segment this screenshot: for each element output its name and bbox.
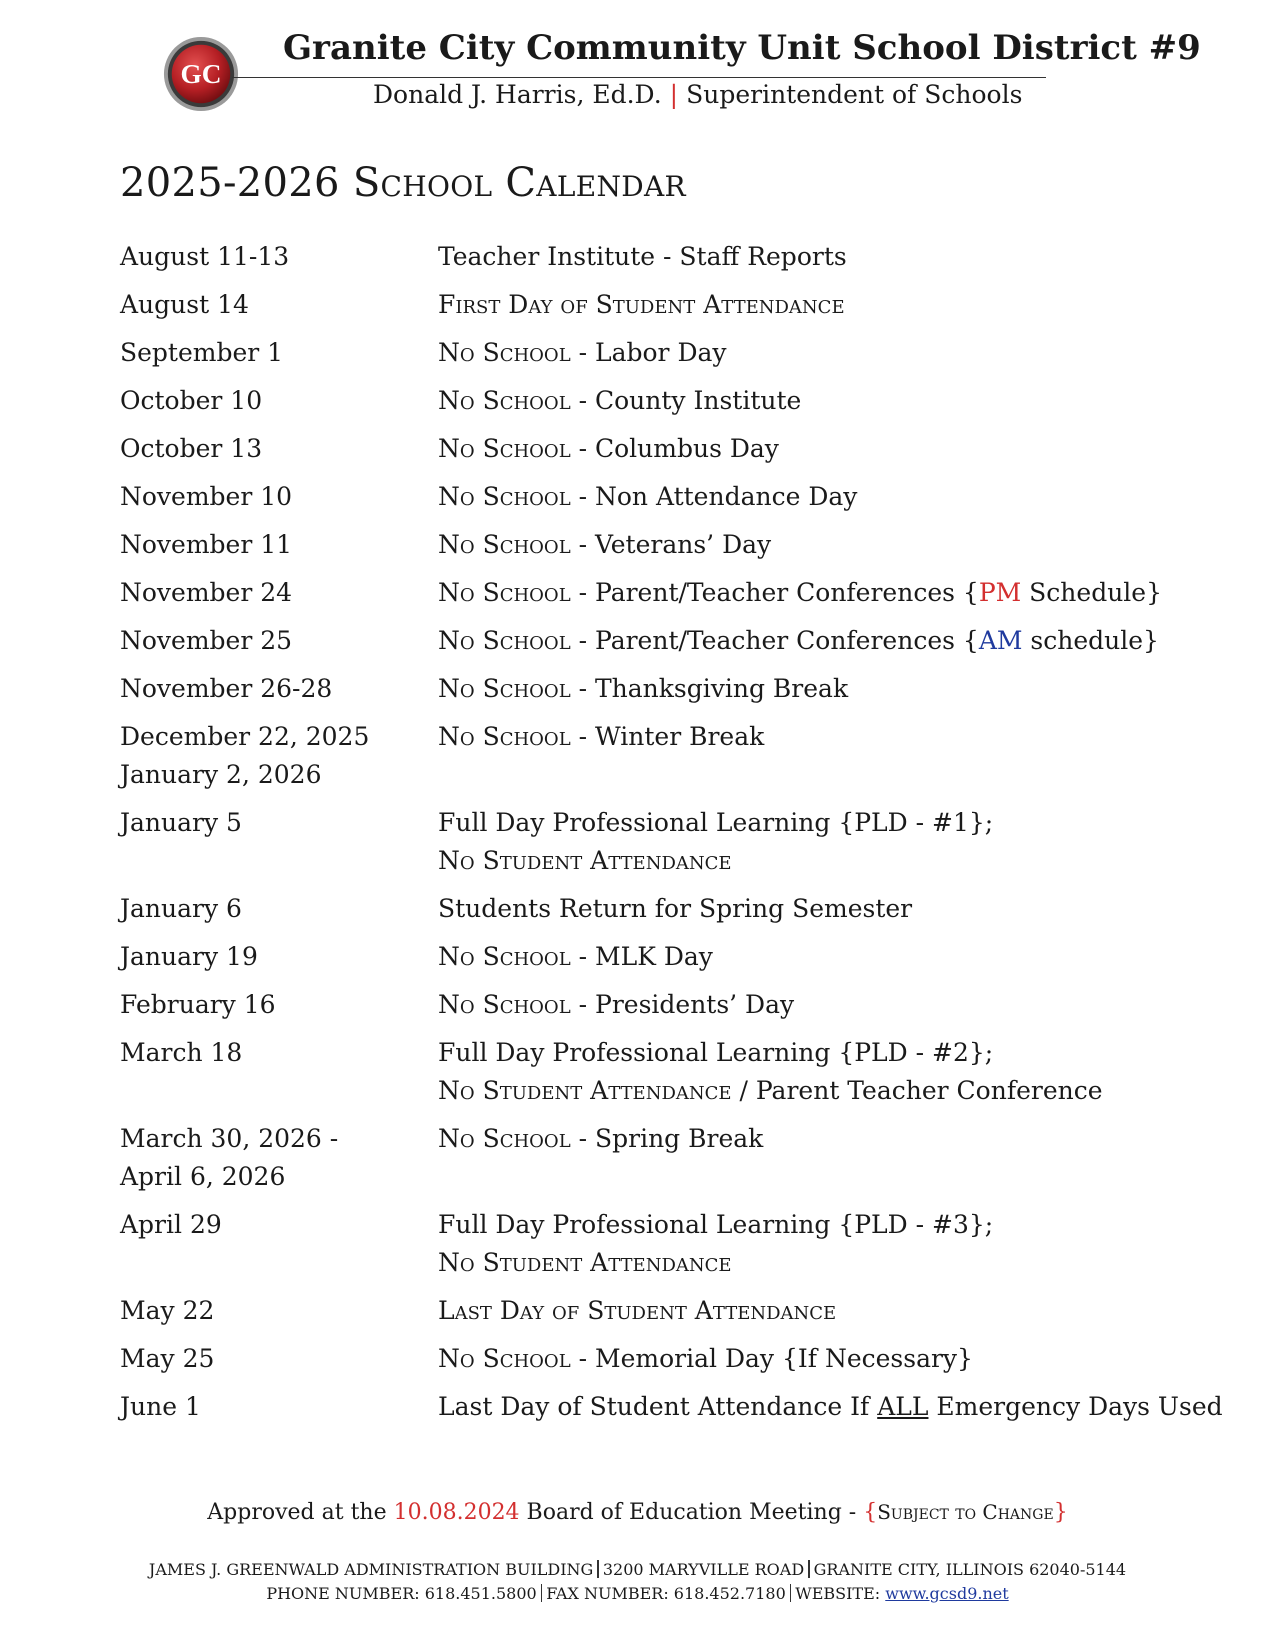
event-line [438,286,1180,324]
event-line [438,382,1180,420]
approved-date: 10.08.2024 [393,1500,520,1525]
event-session: PM [978,578,1022,607]
event-line [438,1034,1180,1072]
event-status: No School [438,578,571,607]
event-row [120,382,1180,420]
event-row [120,1292,1180,1330]
footer-address: 3200 MARYVILLE ROAD [602,1560,805,1579]
event-text: - Spring Break [570,1124,764,1153]
event-text: Full Day Professional Learning {PLD - #2}; [438,1038,994,1067]
event-date: May 22 [120,1296,215,1325]
approval-note [0,1500,1275,1525]
event-date-cell [120,890,438,928]
event-row [120,804,1180,880]
event-status: No Student Attendance [438,846,732,875]
event-row [120,334,1180,372]
event-status: No School [438,1124,571,1153]
event-description [438,574,1180,612]
event-row [120,1034,1180,1110]
event-text: - Thanksgiving Break [570,674,849,703]
event-line [438,1292,1180,1330]
event-line [438,238,1180,276]
event-status: No School [438,434,571,463]
event-line [438,670,1180,708]
event-line-2 [438,1072,1180,1110]
event-text: - Memorial Day {If Necessary} [570,1344,973,1373]
event-status: No Student Attendance [438,1248,732,1277]
event-date: February 16 [120,990,276,1019]
superintendent-line [373,80,1022,109]
event-row [120,670,1180,708]
event-date: January 5 [120,808,242,837]
event-date: August 11-13 [120,242,290,271]
event-text: - Veterans’ Day [570,530,772,559]
event-description [438,1292,1180,1330]
event-date: December 22, 2025 [120,722,370,751]
event-description [438,1206,1180,1282]
event-text: Full Day Professional Learning {PLD - #1}; [438,808,994,837]
header-separator: | [669,80,679,109]
event-suffix: Emergency Days Used [928,1392,1223,1421]
event-row [120,622,1180,660]
footer-building: JAMES J. GREENWALD ADMINISTRATION BUILDING [148,1560,594,1579]
event-emphasis: ALL [877,1392,929,1421]
event-date: June 1 [120,1392,201,1421]
event-line [438,478,1180,516]
footer-divider [541,1584,543,1602]
district-logo [162,35,240,113]
event-row [120,238,1180,276]
event-status: No Student Attendance [438,1076,732,1105]
event-line [438,1120,1180,1158]
event-date-cell [120,718,438,794]
event-suffix: Schedule} [1021,578,1163,607]
event-description [438,890,1180,928]
event-status: Last Day of Student Attendance [438,1296,837,1325]
event-row [120,1120,1180,1196]
footer-divider [790,1584,792,1602]
event-date: January 6 [120,894,242,923]
event-date: November 26-28 [120,674,333,703]
footer-divider [808,1560,810,1578]
event-date-end: April 6, 2026 [120,1162,286,1191]
event-row [120,938,1180,976]
event-row [120,286,1180,324]
event-row [120,1340,1180,1378]
event-date-cell [120,478,438,516]
approved-suffix: Board of Education Meeting - [519,1500,864,1525]
event-date: November 11 [120,530,293,559]
event-row [120,1206,1180,1282]
event-status: No School [438,482,571,511]
event-line [438,334,1180,372]
event-date-cell [120,1034,438,1110]
event-description [438,986,1180,1024]
event-date-cell [120,938,438,976]
district-name: Granite City Community Unit School District #9 [283,28,1201,68]
event-description [438,286,1180,324]
event-text: - Presidents’ Day [570,990,795,1019]
event-line [438,938,1180,976]
event-line [438,1340,1180,1378]
event-date-cell [120,334,438,372]
brace-open: { [863,1500,878,1525]
event-status: No School [438,338,571,367]
event-description [438,622,1180,660]
event-text: - MLK Day [570,942,713,971]
footer-address-line [0,1560,1275,1579]
event-line-2 [438,1244,1180,1282]
superintendent-name: Donald J. Harris, Ed.D. [373,80,662,109]
event-description [438,430,1180,468]
event-line-2 [438,842,1180,880]
event-date-cell [120,670,438,708]
event-text: - County Institute [570,386,802,415]
event-date-cell [120,1340,438,1378]
website-link[interactable]: www.gcsd9.net [885,1584,1009,1603]
event-status: No School [438,990,571,1019]
event-date: May 25 [120,1344,215,1373]
event-date-cell [120,238,438,276]
event-row [120,478,1180,516]
event-line [438,1206,1180,1244]
event-date: August 14 [120,290,249,319]
event-status: No School [438,674,571,703]
event-text: / Parent Teacher Conference [731,1076,1103,1105]
event-text: - Parent/Teacher Conferences { [570,578,979,607]
event-date-end: January 2, 2026 [120,760,322,789]
calendar-title: 2025-2026 School Calendar [120,160,686,206]
approved-prefix: Approved at the [207,1500,394,1525]
event-line [438,804,1180,842]
header-divider [232,77,1046,78]
events-list [120,238,1223,1436]
event-line [438,890,1180,928]
event-date-cell [120,526,438,564]
event-status: No School [438,942,571,971]
event-date-cell [120,1292,438,1330]
event-date-cell [120,986,438,1024]
event-date-cell [120,286,438,324]
superintendent-title: Superintendent of Schools [686,80,1023,109]
event-description [438,804,1180,880]
footer-phone: PHONE NUMBER: 618.451.5800 [266,1584,537,1603]
event-line [438,718,1180,756]
event-text: Students Return for Spring Semester [438,894,913,923]
event-text: - Columbus Day [570,434,779,463]
event-status: No School [438,722,571,751]
event-date: November 25 [120,626,293,655]
event-session: AM [978,626,1023,655]
event-description [438,382,1180,420]
event-description [438,1034,1180,1110]
event-description [438,526,1180,564]
event-date: October 10 [120,386,263,415]
event-text: - Winter Break [570,722,765,751]
event-row [120,526,1180,564]
event-date-cell [120,382,438,420]
event-line [438,430,1180,468]
event-line [438,526,1180,564]
event-date-cell [120,622,438,660]
event-description [438,334,1180,372]
event-text: Full Day Professional Learning {PLD - #3}; [438,1210,994,1239]
event-status: No School [438,530,571,559]
footer-divider [597,1560,599,1578]
event-description [438,938,1180,976]
event-date: September 1 [120,338,284,367]
event-date: January 19 [120,942,258,971]
event-date: April 29 [120,1210,222,1239]
logo-text: GC [180,58,222,89]
event-description [438,1388,1223,1426]
event-row [120,890,1180,928]
event-text: Teacher Institute - Staff Reports [438,242,847,271]
event-date: November 24 [120,578,293,607]
event-description [438,670,1180,708]
event-row [120,574,1180,612]
event-date: October 13 [120,434,263,463]
event-date-cell [120,1206,438,1282]
event-text: - Labor Day [570,338,727,367]
event-text: - Non Attendance Day [570,482,858,511]
event-suffix: schedule} [1022,626,1159,655]
event-text: - Parent/Teacher Conferences { [570,626,979,655]
event-row [120,718,1180,794]
event-line [438,622,1180,660]
event-date-cell [120,804,438,880]
event-line [438,574,1180,612]
brace-close: } [1053,1500,1068,1525]
event-row [120,430,1180,468]
footer-website-label: WEBSITE: [795,1584,886,1603]
event-date-cell [120,574,438,612]
event-description [438,1340,1180,1378]
event-date-cell [120,430,438,468]
event-row [120,1388,1223,1426]
event-line [438,1388,1223,1426]
event-description [438,478,1180,516]
event-text: Last Day of Student Attendance If [438,1392,878,1421]
event-date-cell [120,1120,438,1196]
event-date-cell [120,1388,438,1426]
event-status: No School [438,626,571,655]
event-date: November 10 [120,482,293,511]
footer-city: GRANITE CITY, ILLINOIS 62040-5144 [813,1560,1127,1579]
event-line [438,986,1180,1024]
footer-contact-line [0,1584,1275,1603]
event-row [120,986,1180,1024]
event-description [438,718,1180,794]
event-status: First Day of Student Attendance [438,290,845,319]
footer-fax: FAX NUMBER: 618.452.7180 [546,1584,786,1603]
event-date: March 18 [120,1038,243,1067]
event-date: March 30, 2026 - [120,1124,339,1153]
event-status: No School [438,386,571,415]
subject-to-change: Subject to Change [877,1500,1054,1524]
event-description [438,238,1180,276]
event-description [438,1120,1180,1196]
event-status: No School [438,1344,571,1373]
